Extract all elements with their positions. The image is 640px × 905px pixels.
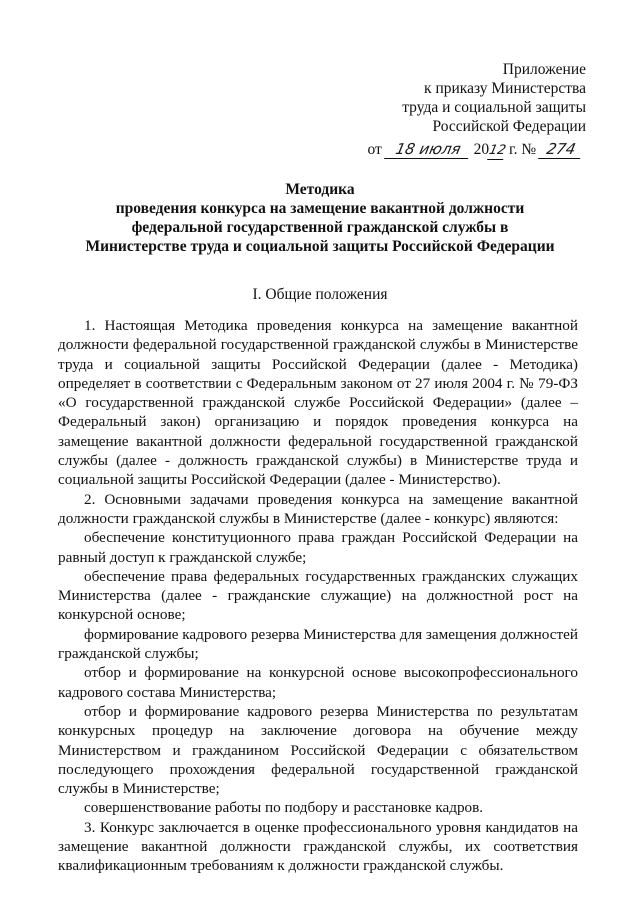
- year-suffix: г. №: [508, 141, 537, 158]
- title-line-4: Министерстве труда и социальной защиты Российской Федерации: [85, 238, 555, 255]
- paragraph-2: 2. Основными задачами проведения конкурса на замещение вакантной должности гражданской службы в Министерстве (далее - конкурс) являются:: [58, 490, 578, 527]
- year-prefix: 20: [473, 141, 490, 158]
- document-title: [60, 180, 580, 256]
- paragraph-7: отбор и формирование кадрового резерва Министерства по результатам конкурсных процедур на заключение договора на обучение между Министерством и гражданином Российской Федерации с обязательством последующего прохождения федеральной государственной гражданской службы в Министерстве;: [58, 702, 578, 798]
- annex-line-3: труда и социальной защиты: [402, 99, 586, 116]
- body-text: [58, 316, 578, 876]
- handwritten-order-number: 274: [538, 141, 584, 159]
- paragraph-4: обеспечение права федеральных государственных гражданских служащих Министерства (далее - гражданские служащие) на должностной рост на конкурсной основе;: [58, 567, 578, 624]
- paragraph-3: обеспечение конституционного права граждан Российской Федерации на равный доступ к гражданской службе;: [58, 529, 578, 566]
- paragraph-9: 3. Конкурс заключается в оценке профессионального уровня кандидатов на замещение вакантной должности гражданской службы, их соответствия квалификационным требованиям к должности гражданской службы.: [58, 818, 578, 875]
- handwritten-date: 18 июля: [384, 141, 472, 159]
- paragraph-1: 1. Настоящая Методика проведения конкурса на замещение вакантной должности федеральной государственной гражданской службы в Министерстве труда и социальной защиты Российской Федерации (далее - Методика) определяет в соответствии с Федеральным законом от 27 июля 2004 г. № 79-ФЗ «О государственной гражданской службе Российской Федерации» (далее – Федеральный закон) организацию и порядок проведения конкурса на замещение вакантной должности федеральной государственной гражданской службы (далее - должность гражданской службы) в Министерстве труда и социальной защиты Российской Федерации (далее - Министерство).: [58, 317, 578, 489]
- title-line-3: федеральной государственной гражданской службы в: [131, 219, 509, 236]
- annex-line-1: Приложение: [502, 61, 586, 78]
- section-heading: I. Общие положения: [252, 286, 388, 303]
- annex-line-4: Российской Федерации: [432, 118, 586, 135]
- annex-block: [368, 60, 586, 160]
- handwritten-year: 12: [487, 143, 508, 158]
- title-line-2: проведения конкурса на замещение вакантной должности: [115, 200, 525, 217]
- paragraph-8: совершенствование работы по подбору и расстановке кадров.: [84, 799, 484, 817]
- annex-line-2: к приказу Министерства: [424, 80, 586, 97]
- title-line-1: Методика: [285, 181, 355, 198]
- from-label: от: [367, 141, 382, 158]
- order-date-line: [368, 140, 582, 160]
- paragraph-5: формирование кадрового резерва Министерства для замещения должностей гражданской службы;: [58, 625, 578, 663]
- paragraph-6: отбор и формирование на конкурсной основе высокопрофессионального кадрового состава Министерства;: [58, 664, 578, 701]
